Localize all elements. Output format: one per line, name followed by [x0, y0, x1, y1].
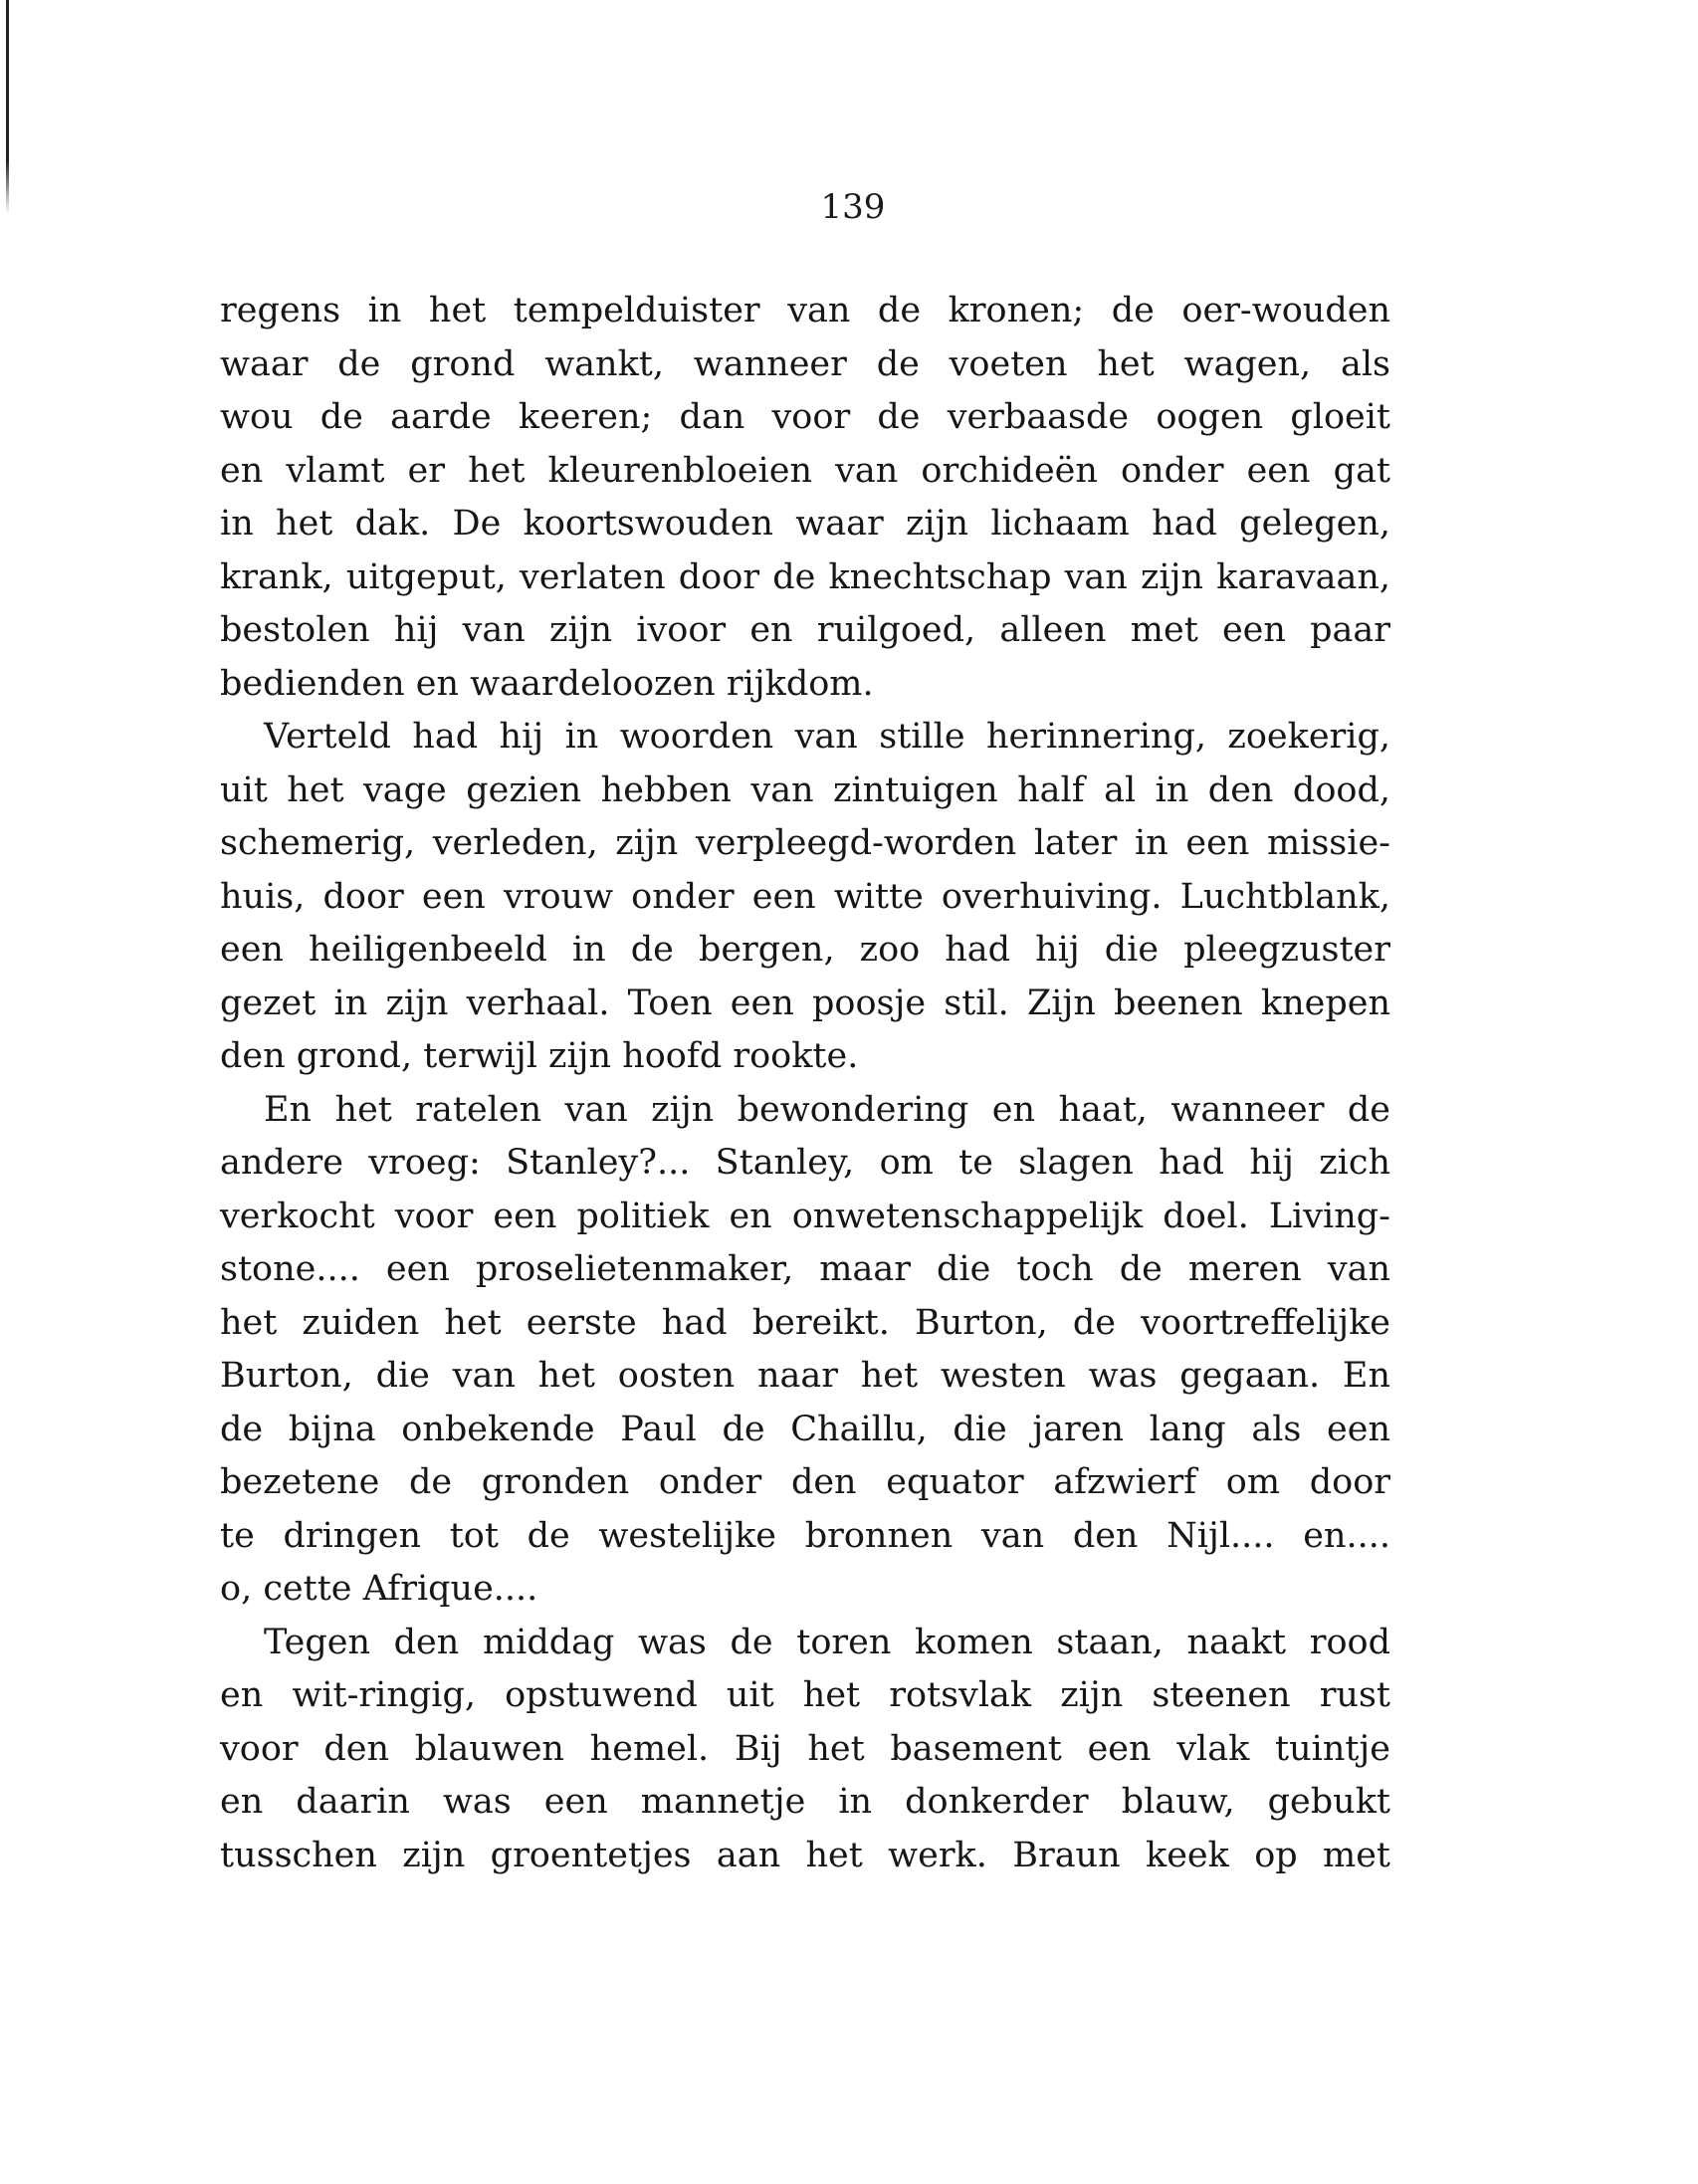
text-line: voor den blauwen hemel. Bij het basement een vlak tuintje — [220, 1728, 1390, 1769]
text-line: en wit-ringig, opstuwend uit het rotsvlak zijn steenen rust — [220, 1675, 1390, 1715]
paragraph-4 — [220, 1617, 1390, 1883]
text-line: uit het vage gezien hebben van zintuigen half al in den dood, — [220, 769, 1390, 810]
text-line: en daarin was een mannetje in donkerder blauw, gebukt — [220, 1782, 1390, 1822]
text-line: En het ratelen van zijn bewondering en haat, wanneer de — [264, 1089, 1390, 1130]
body-text — [220, 285, 1390, 1882]
text-line: het zuiden het eerste had bereikt. Burton, de voortreffelijke — [220, 1302, 1390, 1343]
text-line: wou de aarde keeren; dan voor de verbaasde oogen gloeit — [220, 397, 1390, 437]
text-line: gezet in zijn verhaal. Toen een poosje stil. Zijn beenen knepen — [220, 983, 1390, 1023]
text-line: krank, uitgeput, verlaten door de knechtschap van zijn karavaan, — [220, 556, 1390, 597]
text-line: regens in het tempelduister van de kronen; de oer-wouden — [220, 291, 1390, 330]
text-line: den grond, terwijl zijn hoofd rookte. — [220, 1036, 859, 1076]
text-line: te dringen tot de westelijke bronnen van den Nijl.... en.... — [220, 1515, 1390, 1556]
text-line: bestolen hij van zijn ivoor en ruilgoed, alleen met een paar — [220, 610, 1390, 650]
text-line: o, cette Afrique.... — [220, 1569, 538, 1609]
text-line: bezetene de gronden onder den equator afzwierf om door — [220, 1462, 1390, 1502]
text-line: stone.... een proselietenmaker, maar die toch de meren van — [220, 1249, 1390, 1289]
text-line: Tegen den middag was de toren komen staan, naakt rood — [264, 1622, 1390, 1662]
text-line: de bijna onbekende Paul de Chaillu, die jaren lang als een — [220, 1409, 1390, 1449]
scan-edge-mark — [6, 0, 9, 214]
text-line: andere vroeg: Stanley?... Stanley, om te slagen had hij zich — [220, 1143, 1390, 1183]
paragraph-1 — [220, 285, 1390, 711]
text-line: in het dak. De koortswouden waar zijn lichaam had gelegen, — [220, 504, 1390, 544]
text-line: een heiligenbeeld in de bergen, zoo had hij die pleegzuster — [220, 930, 1390, 970]
text-line: waar de grond wankt, wanneer de voeten het wagen, als — [220, 343, 1390, 384]
page-number: 139 — [820, 187, 886, 227]
text-line: verkocht voor een politiek en onwetenschappelijk doel. Living- — [220, 1196, 1390, 1236]
text-line: bedienden en waardeloozen rijkdom. — [220, 663, 874, 704]
text-line: schemerig, verleden, zijn verpleegd-worden later in een missie- — [220, 823, 1390, 863]
text-line: huis, door een vrouw onder een witte overhuiving. Luchtblank, — [220, 876, 1390, 917]
text-line: Verteld had hij in woorden van stille herinnering, zoekerig, — [264, 717, 1390, 757]
text-line: tusschen zijn groentetjes aan het werk. Braun keek op met — [220, 1835, 1390, 1875]
paragraph-3 — [220, 1084, 1390, 1617]
paragraph-2 — [220, 711, 1390, 1084]
text-line: Burton, die van het oosten naar het westen was gegaan. En — [220, 1356, 1390, 1396]
text-line: en vlamt er het kleurenbloeien van orchideën onder een gat — [220, 450, 1390, 491]
